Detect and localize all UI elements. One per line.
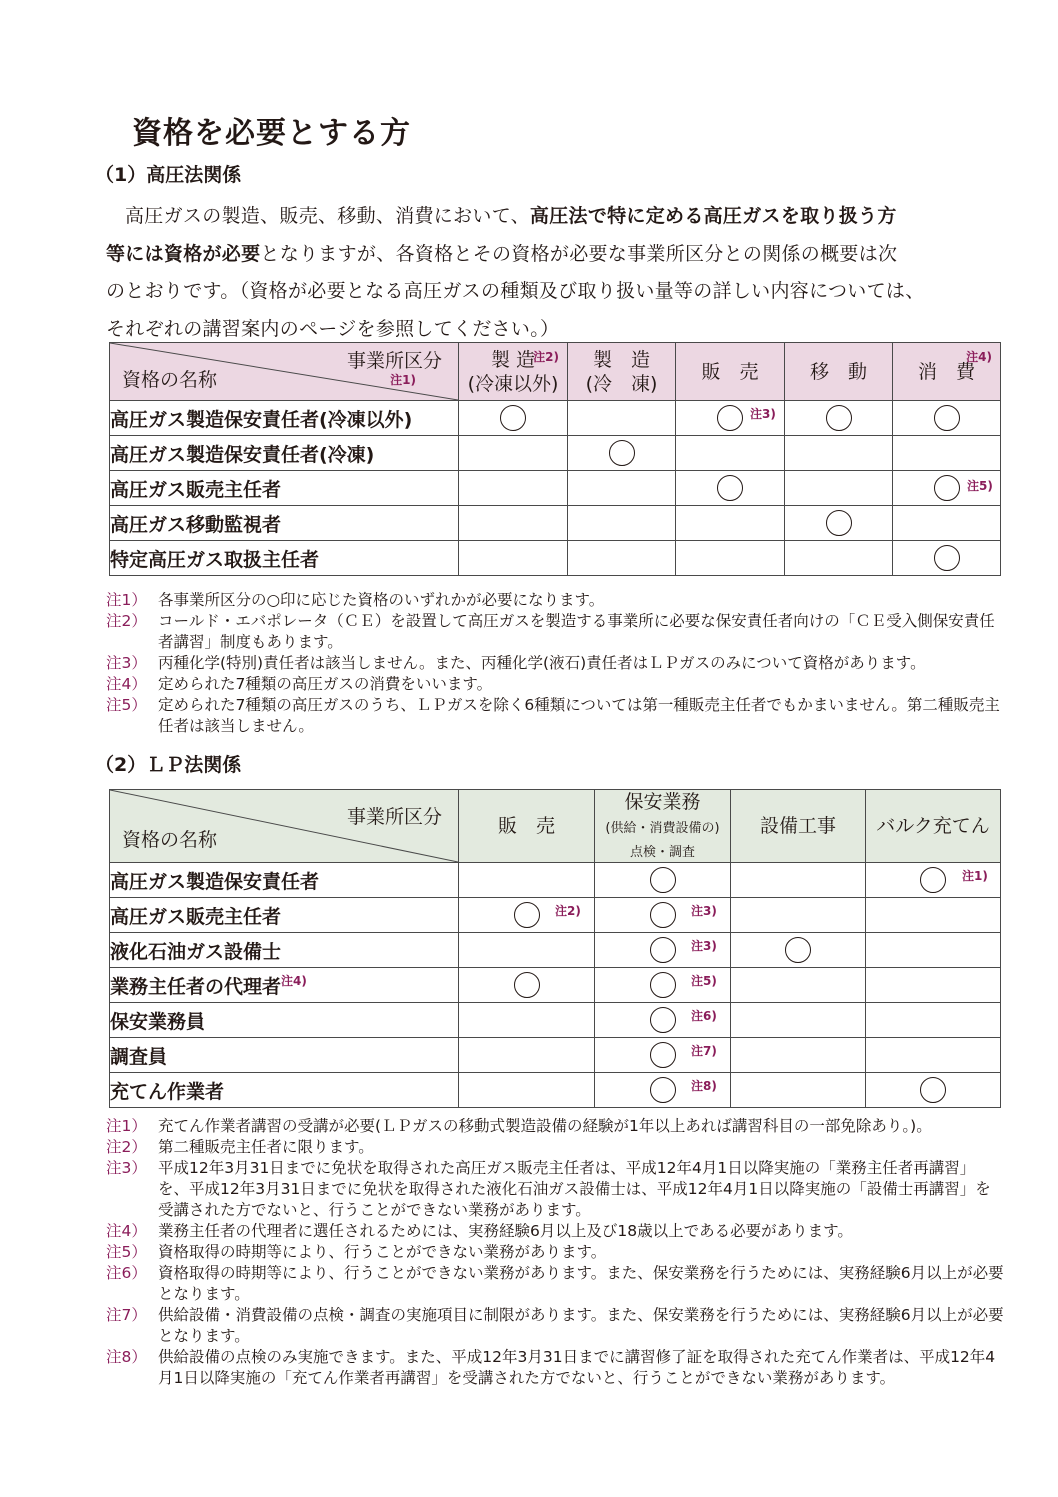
- required-circle-icon: [934, 545, 960, 571]
- required-circle-icon: [514, 972, 540, 998]
- table-row: [110, 1038, 1001, 1073]
- intro-bold: 高圧法で特に定める高圧ガスを取り扱う方: [529, 205, 897, 227]
- table-row: [110, 933, 1001, 968]
- table-row: [110, 471, 1001, 506]
- qualification-name: 調査員: [110, 1038, 459, 1073]
- qualification-name: 高圧ガス製造保安責任者(冷凍): [110, 436, 459, 471]
- header-label: 保安業務: [624, 791, 701, 813]
- header-installation: 設備工事: [731, 790, 866, 863]
- note-item: 注5） 資格取得の時期等により、行うことができない業務があります。: [106, 1243, 607, 1261]
- table-row: [110, 506, 1001, 541]
- required-circle-icon: [500, 405, 526, 431]
- required-circle-icon: [826, 510, 852, 536]
- note-item: 注1） 充てん作業者講習の受講が必要(ＬＰガスの移動式製造設備の経験が1年以上あれば講習科目の一部免除あり。)。: [106, 1117, 932, 1135]
- header-bulk-filling: バルク充てん: [866, 790, 1001, 863]
- qualification-name: 保安業務員: [110, 1003, 459, 1038]
- qualification-label: 業務主任者の代理者: [110, 975, 282, 998]
- qualification-name: 液化石油ガス設備士: [110, 933, 459, 968]
- note-marker: 注4): [281, 973, 307, 988]
- required-circle-icon: [650, 972, 676, 998]
- required-circle-icon: [650, 1042, 676, 1068]
- note-item: 注7） 供給設備・消費設備の点検・調査の実施項目に制限があります。また、保安業務を行うためには、実務経験6月以上が必要となります。: [106, 1306, 1004, 1345]
- table-row: [110, 541, 1001, 576]
- qualification-name: 特定高圧ガス取扱主任者: [110, 541, 459, 576]
- header-sublabel: (冷凍以外): [467, 372, 559, 395]
- header-consumption: [893, 343, 1001, 401]
- intro-text: となりますが、各資格とその資格が必要な事業所区分との関係の概要は次: [260, 242, 898, 265]
- note-marker: 注8): [691, 1079, 717, 1093]
- intro-text: のとおりです。（資格が必要となる高圧ガスの種類及び取り扱い量等の詳しい内容については、: [106, 280, 925, 302]
- qualification-name: 高圧ガス販売主任者: [110, 898, 459, 933]
- section1-notes: [106, 590, 1006, 737]
- header-manufacture-non-refrig: [459, 343, 568, 401]
- required-circle-icon: [650, 937, 676, 963]
- corner-bottom-label: 資格の名称: [122, 829, 218, 851]
- qualification-name: 充てん作業者: [110, 1073, 459, 1108]
- required-circle-icon: [717, 405, 743, 431]
- note-item: 注8） 供給設備の点検のみ実施できます。また、平成12年3月31日までに講習修了証を取得された充てん作業者は、平成12年4月1日以降実施の「充てん作業者再講習」を受講された方でないと、行うことができない業務があります。: [106, 1348, 996, 1387]
- qualification-name: 高圧ガス販売主任者: [110, 471, 459, 506]
- note-item: 注2） コールド・エバポレータ（ＣＥ）を設置して高圧ガスを製造する事業所に必要な保安責任者向けの「ＣＥ受入側保安責任者講習」制度もあります。: [106, 612, 995, 651]
- note-item: 注5） 定められた7種類の高圧ガスのうち、ＬＰガスを除く6種類については第一種販売主任者でもかまいません。第二種販売主任者は該当しません。: [106, 696, 1000, 735]
- table-row: [110, 401, 1001, 436]
- table-row: [110, 1003, 1001, 1038]
- table-corner-cell: [110, 790, 459, 863]
- table-corner-cell: [110, 343, 459, 401]
- qualification-name: 高圧ガス製造保安責任者(冷凍以外): [110, 401, 459, 436]
- required-circle-icon: [826, 405, 852, 431]
- table-row: [110, 863, 1001, 898]
- hp-qualification-table: [109, 342, 1001, 576]
- intro-bold: 等には資格が必要: [106, 242, 261, 265]
- qualification-name: 高圧ガス製造保安責任者: [110, 863, 459, 898]
- section1-intro: [106, 198, 1016, 348]
- note-marker: 注2): [533, 350, 559, 364]
- section2-heading: （2）ＬＰ法関係: [95, 754, 242, 776]
- note-marker: 注2): [555, 904, 581, 918]
- note-item: 注6） 資格取得の時期等により、行うことができない業務があります。また、保安業務を行うためには、実務経験6月以上が必要となります。: [106, 1264, 1004, 1303]
- note-marker: 注6): [691, 1009, 717, 1023]
- header-transport: 移 動: [785, 343, 893, 401]
- note-marker: 注5): [967, 479, 993, 493]
- header-sublabel: (冷 凍): [585, 372, 658, 395]
- required-circle-icon: [920, 867, 946, 893]
- section1-heading: （1）高圧法関係: [95, 164, 242, 186]
- required-circle-icon: [650, 1007, 676, 1033]
- table-row: [110, 898, 1001, 933]
- section2-notes: [106, 1116, 1006, 1389]
- required-circle-icon: [785, 937, 811, 963]
- required-circle-icon: [650, 1077, 676, 1103]
- required-circle-icon: [514, 902, 540, 928]
- note-item: 注1） 各事業所区分の○印に応じた資格のいずれかが必要になります。: [106, 591, 605, 609]
- required-circle-icon: [650, 902, 676, 928]
- note-marker: 注1): [390, 373, 416, 387]
- header-label: 消 費: [917, 360, 975, 383]
- note-item: 注4） 業務主任者の代理者に選任されるためには、実務経験6月以上及び18歳以上である必要があります。: [106, 1222, 853, 1240]
- header-label: 製 造: [592, 348, 650, 371]
- note-marker: 注3): [750, 407, 776, 421]
- note-marker: 注4): [966, 350, 992, 364]
- table-row: [110, 436, 1001, 471]
- page-title: 資格を必要とする方: [132, 116, 411, 151]
- corner-top-label: 事業所区分: [346, 806, 442, 828]
- qualification-name: [110, 968, 459, 1003]
- note-marker: 注3): [691, 939, 717, 953]
- intro-text: 高圧ガスの製造、販売、移動、消費において、: [125, 205, 530, 227]
- corner-top-label: 事業所区分: [346, 350, 442, 372]
- header-label: 製 造: [490, 348, 536, 371]
- header-sales: 販 売: [459, 790, 595, 863]
- required-circle-icon: [934, 405, 960, 431]
- corner-bottom-label: 資格の名称: [122, 369, 218, 391]
- table-row: [110, 1073, 1001, 1108]
- intro-text: それぞれの講習案内のページを参照してください。）: [106, 317, 560, 340]
- note-marker: 注5): [691, 974, 717, 988]
- note-item: 注3） 平成12年3月31日までに免状を取得された高圧ガス販売主任者は、平成12年4月1日以降実施の「業務主任者再講習」を、平成12年3月31日までに免状を取得された液化石油ガス設備士は、平成12年4月1日以降実施の「設備士再講習」を受講された方でないと、行うことができない業務があります。: [106, 1159, 991, 1219]
- required-circle-icon: [920, 1077, 946, 1103]
- note-marker: 注1): [962, 869, 988, 883]
- required-circle-icon: [717, 475, 743, 501]
- required-circle-icon: [609, 440, 635, 466]
- required-circle-icon: [650, 867, 676, 893]
- header-sublabel: 供給・消費設備の: [610, 821, 715, 836]
- required-circle-icon: [934, 475, 960, 501]
- header-manufacture-refrig: [568, 343, 676, 401]
- note-item: 注4） 定められた7種類の高圧ガスの消費をいいます。: [106, 675, 493, 693]
- note-item: 注3） 丙種化学(特別)責任者は該当しません。また、丙種化学(液石)責任者はＬＰガスのみについて資格があります。: [106, 654, 926, 672]
- note-marker: 注3): [691, 904, 717, 918]
- header-safety-work: 保安業務 (供給・消費設備の) 点検・調査: [595, 790, 731, 863]
- header-sublabel: 点検・調査: [629, 845, 695, 860]
- note-marker: 注7): [691, 1044, 717, 1058]
- note-item: 注2） 第二種販売主任者に限ります。: [106, 1138, 374, 1156]
- table-row: [110, 968, 1001, 1003]
- header-sales: 販 売: [676, 343, 785, 401]
- qualification-name: 高圧ガス移動監視者: [110, 506, 459, 541]
- lp-qualification-table: [109, 789, 1001, 1108]
